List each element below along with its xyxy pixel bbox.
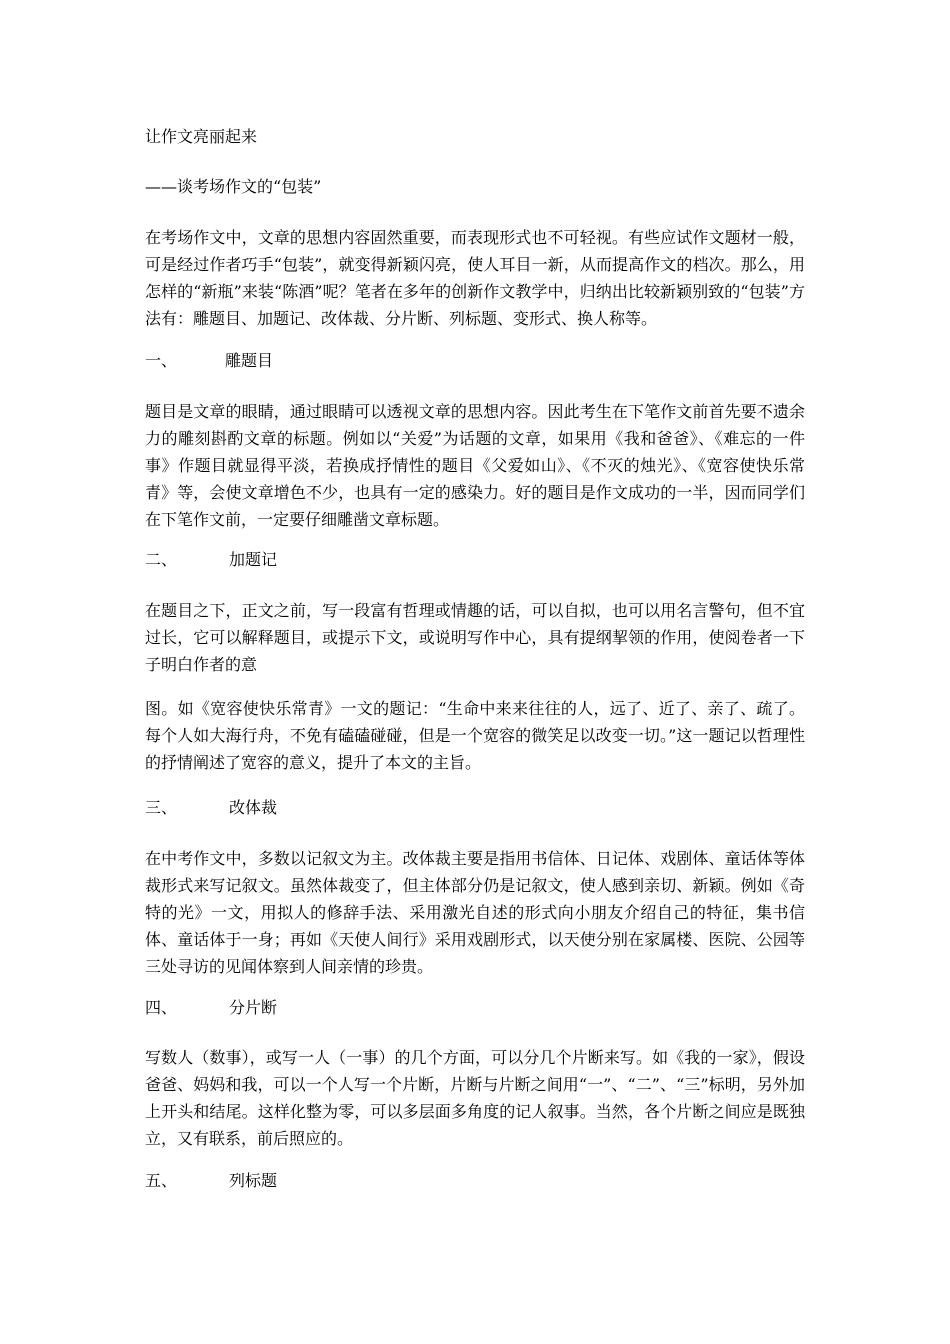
section-number: 五、 <box>145 1171 178 1190</box>
section-paragraph: 写数人（数事），或写一人（一事）的几个方面，可以分几个片断来写。如《我的一家》，假设爸爸、妈妈和我，可以一个人写一个片断，片断与片断之间用“一”、“二”、“三”标明，另外加上开头和结尾。这样化整为零，可以多层面多角度的记人叙事。当然，各个片断之间应是既独立，又有联系，前后照应的。 <box>145 1048 805 1148</box>
section-number: 三、 <box>145 798 178 817</box>
section-number: 一、 <box>145 351 178 370</box>
document-title: 让作文亮丽起来 <box>145 127 258 146</box>
section-heading <box>145 550 277 570</box>
section-title: 改体裁 <box>229 798 278 817</box>
section-number: 四、 <box>145 998 178 1017</box>
section-paragraph: 图。如《宽容使快乐常青》一文的题记：“生命中来来往往的人，远了、近了、亲了、疏了。每个人如大海行舟，不免有磕磕碰碰，但是一个宽容的微笑足以改变一切。”这一题记以哲理性的抒情阐述了宽容的意义，提升了本文的主旨。 <box>145 699 805 772</box>
section-heading <box>145 351 273 371</box>
section-heading <box>145 998 277 1018</box>
section-paragraph: 在中考作文中，多数以记叙文为主。改体裁主要是指用书信体、日记体、戏剧体、童话体等体裁形式来写记叙文。虽然体裁变了，但主体部分仍是记叙文，使人感到亲切、新颖。例如《奇特的光》一文，用拟人的修辞手法、采用激光自述的形式向小朋友介绍自己的特征，集书信体、童话体于一身；再如《天使人间行》采用戏剧形式，以天使分别在家属楼、医院、公园等三处寻访的见闻体察到人间亲情的珍贵。 <box>145 849 805 976</box>
intro-paragraph: 在考场作文中，文章的思想内容固然重要，而表现形式也不可轻视。有些应试作文题材一般，可是经过作者巧手“包装”，就变得新颖闪亮，使人耳目一新，从而提高作文的档次。那么，用怎样的“新瓶”来装“陈酒”呢？笔者在多年的创新作文教学中，归纳出比较新颖别致的“包装”方法有：雕题目、加题记、改体裁、分片断、列标题、变形式、换人称等。 <box>145 228 805 328</box>
section-title: 列标题 <box>229 1171 278 1190</box>
section-heading <box>145 1171 277 1191</box>
document-subtitle: ——谈考场作文的“包装” <box>145 177 322 196</box>
section-title: 雕题目 <box>225 351 274 370</box>
section-heading <box>145 798 277 818</box>
section-number: 二、 <box>145 550 178 569</box>
section-paragraph: 题目是文章的眼睛，通过眼睛可以透视文章的思想内容。因此考生在下笔作文前首先要不遗余力的雕刻斟酌文章的标题。例如以“关爱”为话题的文章，如果用《我和爸爸》、《难忘的一件事》作题目就显得平淡，若换成抒情性的题目《父爱如山》、《不灭的烛光》、《宽容使快乐常青》等，会使文章增色不少，也具有一定的感染力。好的题目是作文成功的一半，因而同学们在下笔作文前，一定要仔细雕凿文章标题。 <box>145 402 805 529</box>
section-title: 加题记 <box>229 550 278 569</box>
section-title: 分片断 <box>229 998 278 1017</box>
section-paragraph: 在题目之下，正文之前，写一段富有哲理或情趣的话，可以自拟，也可以用名言警句，但不宜过长，它可以解释题目，或提示下文，或说明写作中心，具有提纲挈领的作用，使阅卷者一下子明白作者的意 <box>145 601 805 674</box>
